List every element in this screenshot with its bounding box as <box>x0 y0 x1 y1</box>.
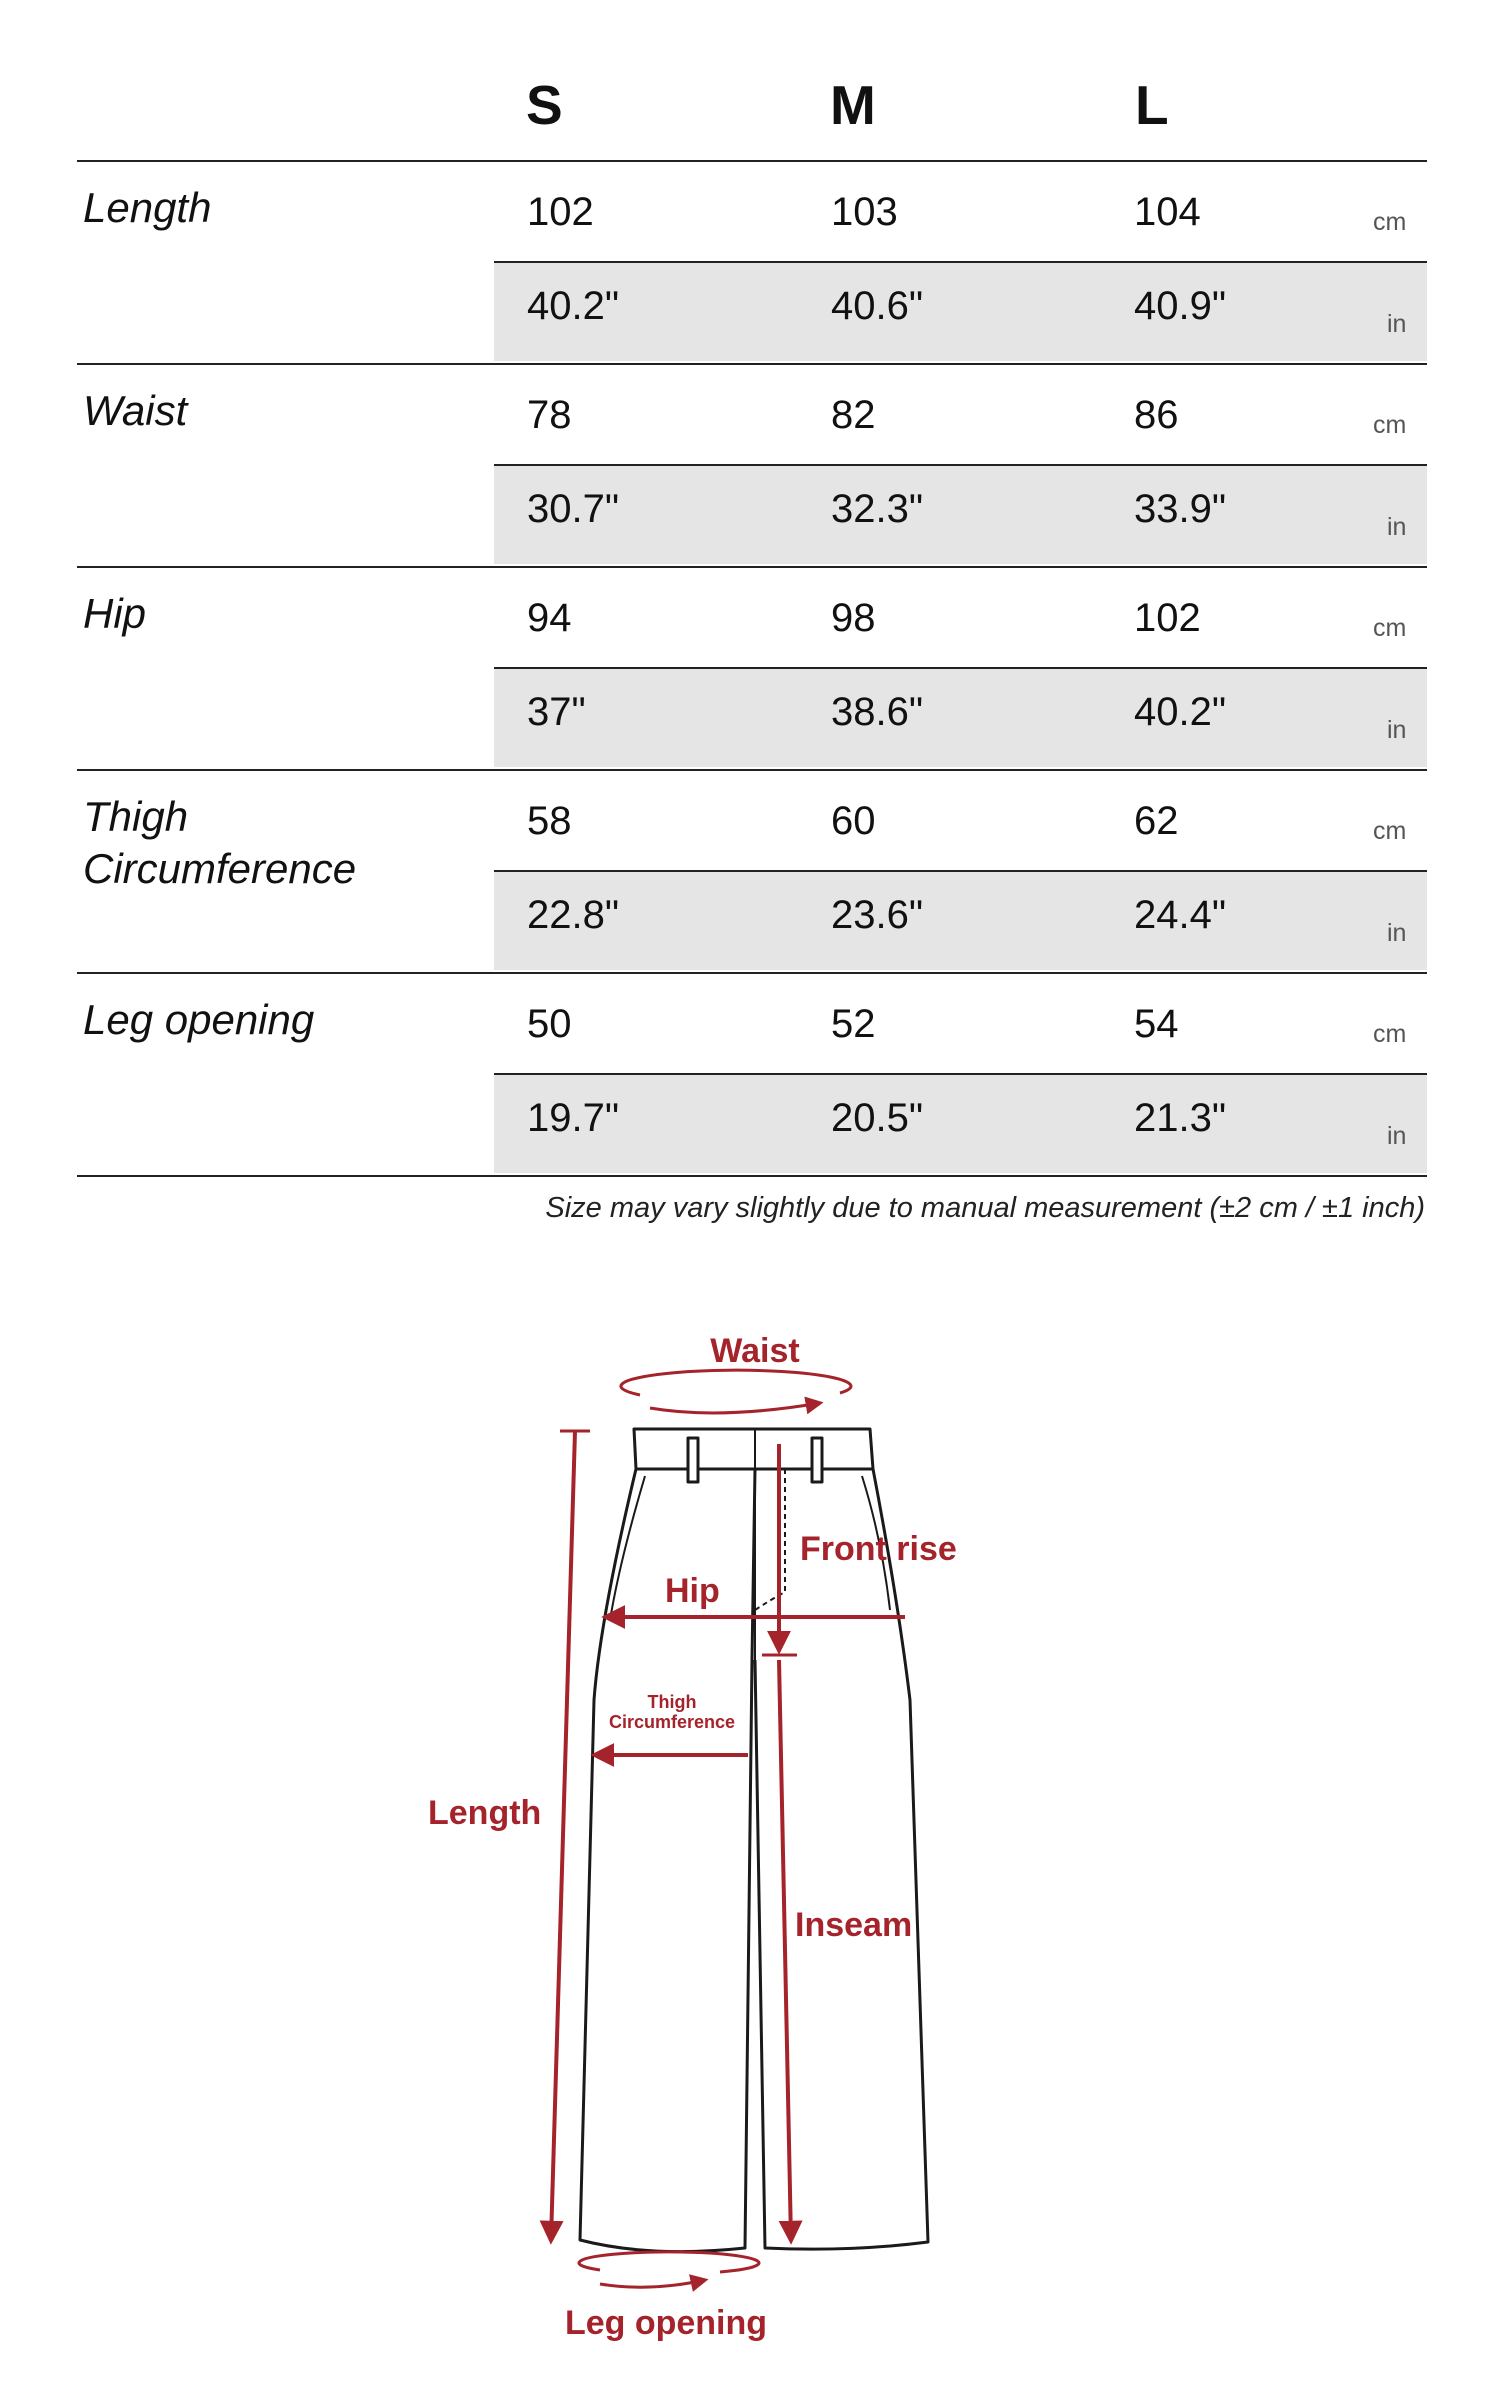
front-rise-label: Front rise <box>800 1530 957 1568</box>
row-label-line: Length <box>83 184 212 231</box>
cm-value: 98 <box>831 596 876 640</box>
unit-cm: cm <box>1373 614 1407 642</box>
unit-cm: cm <box>1373 208 1407 236</box>
inch-value: 40.2" <box>1134 690 1227 734</box>
cm-value: 102 <box>527 190 594 234</box>
unit-cm: cm <box>1373 817 1407 845</box>
cm-value: 50 <box>527 1002 572 1046</box>
inch-value: 24.4" <box>1134 893 1227 937</box>
cm-value: 103 <box>831 190 898 234</box>
cm-value: 104 <box>1134 190 1201 234</box>
row-label-line: Leg opening <box>83 996 315 1043</box>
unit-in: in <box>1387 716 1407 744</box>
cm-value: 86 <box>1134 393 1179 437</box>
unit-in: in <box>1387 310 1407 338</box>
inch-value: 20.5" <box>831 1096 924 1140</box>
cm-value: 82 <box>831 393 876 437</box>
thigh-label-line1: Thigh <box>647 1692 697 1712</box>
inch-value: 21.3" <box>1134 1096 1227 1140</box>
size-header-l: L <box>1135 74 1169 136</box>
unit-in: in <box>1387 919 1407 947</box>
row-label-line: Hip <box>83 590 147 637</box>
length-label: Length <box>428 1794 542 1832</box>
inch-value: 22.8" <box>527 893 620 937</box>
inch-value: 40.9" <box>1134 284 1227 328</box>
cm-value: 78 <box>527 393 572 437</box>
cm-value: 52 <box>831 1002 876 1046</box>
inch-value: 32.3" <box>831 487 924 531</box>
thigh-label-line2: Circumference <box>608 1712 736 1732</box>
inch-value: 23.6" <box>831 893 924 937</box>
inch-value: 19.7" <box>527 1096 620 1140</box>
inch-value: 30.7" <box>527 487 620 531</box>
unit-in: in <box>1387 513 1407 541</box>
inch-value: 40.6" <box>831 284 924 328</box>
cm-value: 54 <box>1134 1002 1179 1046</box>
measurement-note: Size may vary slightly due to manual measurement (±2 cm / ±1 inch) <box>545 1192 1425 1224</box>
row-label-line: Circumference <box>83 845 357 892</box>
inch-value: 38.6" <box>831 690 924 734</box>
inch-value: 40.2" <box>527 284 620 328</box>
row-label-line: Thigh <box>83 793 189 840</box>
hip-label: Hip <box>665 1572 720 1610</box>
row-label-line: Waist <box>83 387 188 434</box>
unit-cm: cm <box>1373 411 1407 439</box>
inseam-label: Inseam <box>795 1906 913 1944</box>
waist-label: Waist <box>710 1332 800 1370</box>
unit-in: in <box>1387 1122 1407 1150</box>
cm-value: 94 <box>527 596 572 640</box>
size-header-s: S <box>526 74 563 136</box>
unit-cm: cm <box>1373 1020 1407 1048</box>
inch-value: 37" <box>527 690 586 734</box>
cm-value: 60 <box>831 799 876 843</box>
cm-value: 62 <box>1134 799 1179 843</box>
cm-value: 58 <box>527 799 572 843</box>
measurement-lines <box>551 1370 905 2287</box>
size-header-m: M <box>830 74 876 136</box>
inch-value: 33.9" <box>1134 487 1227 531</box>
leg-opening-label: Leg opening <box>564 2304 768 2342</box>
cm-value: 102 <box>1134 596 1201 640</box>
